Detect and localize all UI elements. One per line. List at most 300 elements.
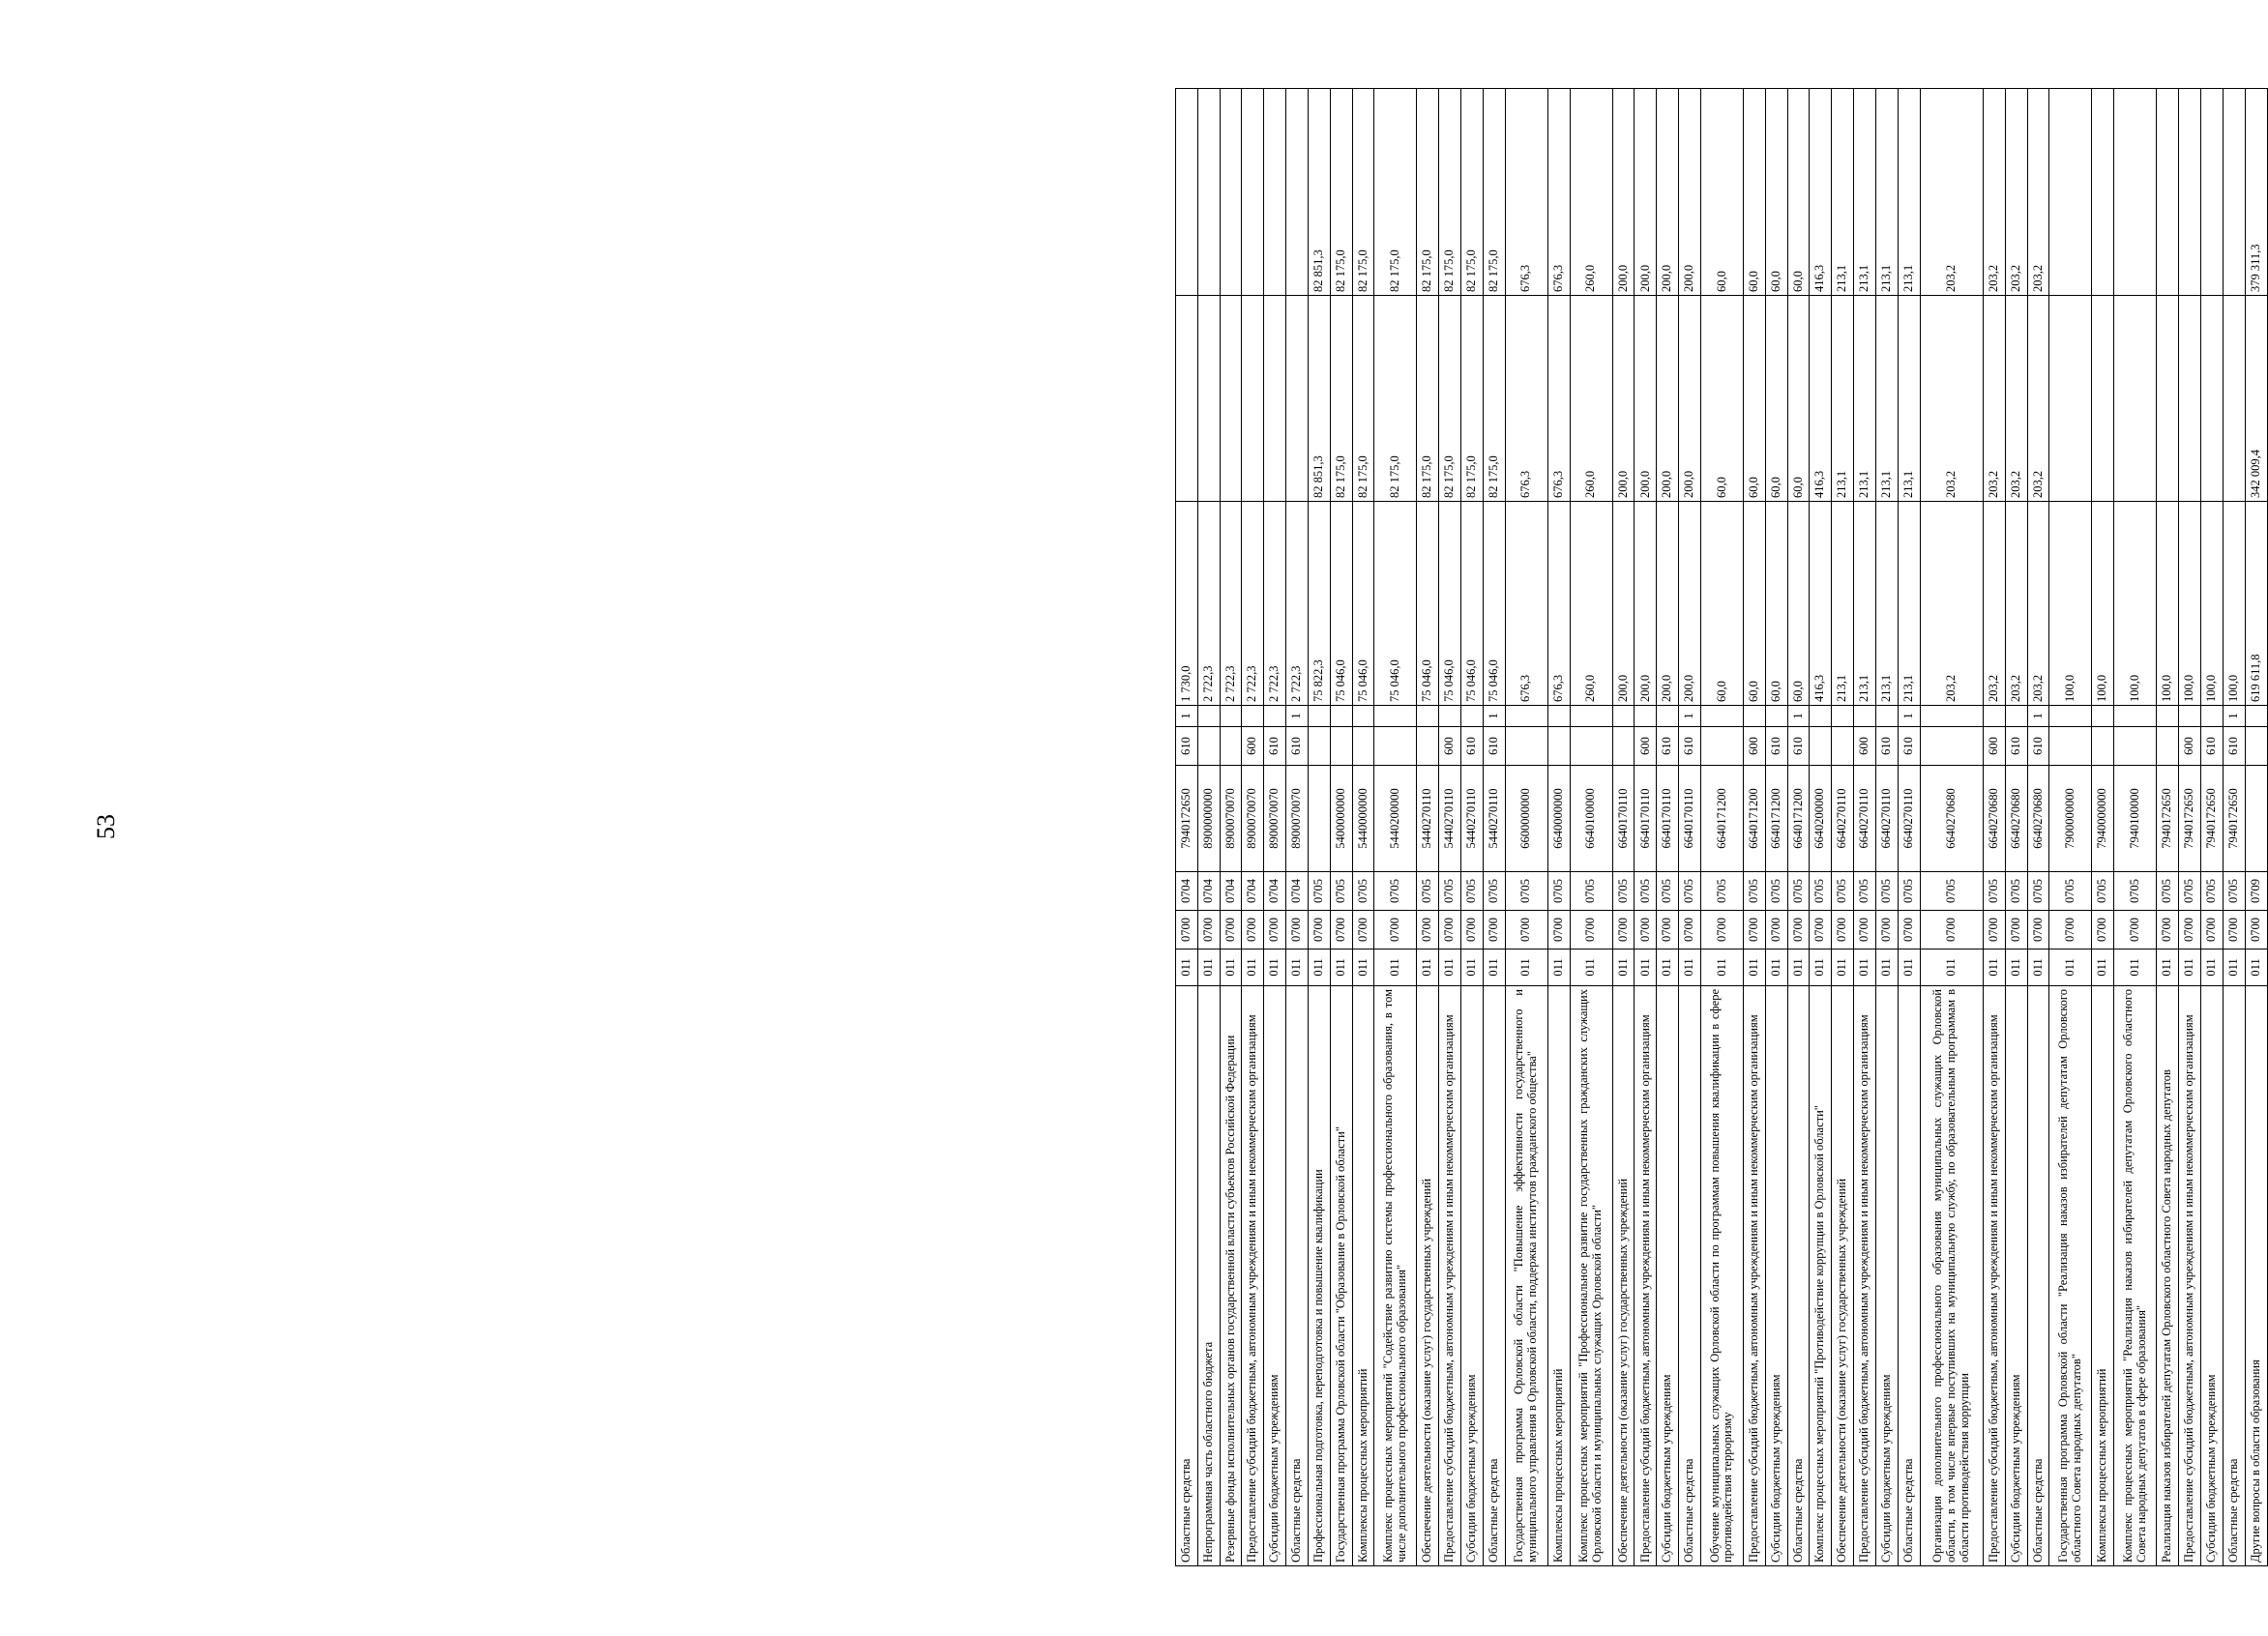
table-cell-amount-2: 82 175,0: [1352, 296, 1374, 502]
table-cell-amount-3: 82 175,0: [1417, 89, 1439, 296]
table-cell-amount-3: 213,1: [1898, 89, 1920, 296]
table-cell-expense-type: 610: [1176, 727, 1198, 766]
table-cell-target-article: [2245, 766, 2267, 872]
table-cell-amount-1: 100,0: [2114, 502, 2157, 706]
table-cell-amount-3: 203,2: [1920, 89, 1983, 296]
budget-table: [1175, 88, 2268, 1566]
table-row: [1570, 89, 1612, 1566]
table-cell-source: [1374, 706, 1417, 727]
table-cell-section: 0700: [1286, 911, 1309, 949]
table-cell-gov-code: 011: [1439, 949, 1461, 986]
table-cell-amount-2: 342 009,4: [2245, 296, 2267, 502]
table-cell-amount-2: [2092, 296, 2114, 502]
table-row: [1657, 89, 1679, 1566]
table-cell-amount-3: 260,0: [1570, 89, 1612, 296]
table-cell-subsection: 0705: [1635, 872, 1657, 911]
table-cell-amount-3: [2223, 89, 2245, 296]
table-cell-expense-type: 610: [1679, 727, 1701, 766]
table-cell-amount-2: 416,3: [1810, 296, 1832, 502]
table-cell-amount-3: 203,2: [2005, 89, 2027, 296]
table-cell-source: [2200, 706, 2223, 727]
table-cell-source: [1417, 706, 1439, 727]
table-cell-target-article: [1308, 766, 1330, 872]
table-cell-source: 1: [2223, 706, 2245, 727]
table-cell-name: Обеспечение деятельности (оказание услуг) государственных учреждений: [1417, 986, 1439, 1566]
table-cell-expense-type: [1570, 727, 1612, 766]
table-cell-name: Предоставление субсидий бюджетным, автономным учреждениям и иным некоммерческим организациям: [1242, 986, 1264, 1566]
table-cell-name: Обучение муниципальных служащих Орловской области по программам повышения квалификации в сфере противодействия терроризму: [1700, 986, 1743, 1566]
table-cell-expense-type: [1700, 727, 1743, 766]
table-cell-amount-3: 82 851,3: [1308, 89, 1330, 296]
table-cell-target-article: 7940172650: [2179, 766, 2201, 872]
table-cell-subsection: 0705: [1570, 872, 1612, 911]
table-cell-name: Предоставление субсидий бюджетным, автономным учреждениям и иным некоммерческим организациям: [1635, 986, 1657, 1566]
table-cell-amount-3: [2157, 89, 2179, 296]
table-cell-amount-2: 213,1: [1854, 296, 1876, 502]
table-cell-section: 0700: [1679, 911, 1701, 949]
table-cell-target-article: 7940100000: [2114, 766, 2157, 872]
table-cell-gov-code: 011: [1483, 949, 1505, 986]
table-cell-section: 0700: [1920, 911, 1983, 949]
table-cell-gov-code: 011: [1983, 949, 2005, 986]
table-cell-expense-type: [2245, 727, 2267, 766]
table-cell-amount-3: 213,1: [1854, 89, 1876, 296]
table-cell-section: 0700: [1330, 911, 1352, 949]
table-cell-section: 0700: [1898, 911, 1920, 949]
table-cell-section: 0700: [1700, 911, 1743, 949]
table-row: [1983, 89, 2005, 1566]
table-cell-amount-3: 82 175,0: [1330, 89, 1352, 296]
table-row: [1330, 89, 1352, 1566]
table-cell-amount-3: [1242, 89, 1264, 296]
table-cell-gov-code: 011: [1461, 949, 1484, 986]
table-cell-expense-type: 600: [1983, 727, 2005, 766]
table-cell-amount-2: 82 175,0: [1483, 296, 1505, 502]
table-row: [1176, 89, 1198, 1566]
table-cell-amount-3: 200,0: [1657, 89, 1679, 296]
table-cell-amount-1: 1 730,0: [1176, 502, 1198, 706]
table-cell-amount-1: 203,2: [1920, 502, 1983, 706]
table-cell-name: Областные средства: [1787, 986, 1810, 1566]
table-cell-amount-3: [2179, 89, 2201, 296]
table-cell-subsection: 0705: [2049, 872, 2092, 911]
table-row: [2027, 89, 2049, 1566]
table-cell-amount-1: 100,0: [2200, 502, 2223, 706]
table-cell-amount-1: 200,0: [1612, 502, 1635, 706]
table-cell-name: Областные средства: [2027, 986, 2049, 1566]
table-cell-amount-3: 60,0: [1744, 89, 1766, 296]
table-cell-source: [1505, 706, 1547, 727]
table-cell-source: [1875, 706, 1898, 727]
table-cell-gov-code: 011: [1679, 949, 1701, 986]
table-cell-amount-1: 75 822,3: [1308, 502, 1330, 706]
table-cell-target-article: 5440270110: [1483, 766, 1505, 872]
table-cell-gov-code: 011: [1875, 949, 1898, 986]
table-cell-name: Непрограммная часть областного бюджета: [1197, 986, 1220, 1566]
table-cell-amount-2: 213,1: [1898, 296, 1920, 502]
table-cell-amount-3: [1286, 89, 1309, 296]
table-cell-name: Субсидии бюджетным учреждениям: [2005, 986, 2027, 1566]
table-cell-amount-2: [1197, 296, 1220, 502]
table-row: [1439, 89, 1461, 1566]
table-cell-target-article: 5440270110: [1417, 766, 1439, 872]
table-cell-amount-1: 676,3: [1505, 502, 1547, 706]
table-cell-section: 0700: [1854, 911, 1876, 949]
table-cell-expense-type: 610: [1875, 727, 1898, 766]
table-cell-gov-code: 011: [2223, 949, 2245, 986]
table-cell-target-article: 8900000000: [1197, 766, 1220, 872]
table-cell-subsection: 0704: [1242, 872, 1264, 911]
table-cell-name: Субсидии бюджетным учреждениям: [1765, 986, 1787, 1566]
table-cell-name: Профессиональная подготовка, переподготовка и повышение квалификации: [1308, 986, 1330, 1566]
table-cell-section: 0700: [2157, 911, 2179, 949]
table-cell-expense-type: [1308, 727, 1330, 766]
table-cell-amount-2: 60,0: [1787, 296, 1810, 502]
table-row: [1898, 89, 1920, 1566]
table-cell-source: [1744, 706, 1766, 727]
table-cell-subsection: 0705: [1352, 872, 1374, 911]
table-cell-subsection: 0705: [1898, 872, 1920, 911]
table-cell-amount-1: 2 722,3: [1220, 502, 1242, 706]
table-cell-amount-3: [1176, 89, 1198, 296]
table-cell-gov-code: 011: [1417, 949, 1439, 986]
table-cell-gov-code: 011: [1308, 949, 1330, 986]
table-cell-amount-2: 260,0: [1570, 296, 1612, 502]
table-cell-amount-2: [1286, 296, 1309, 502]
table-body: [1176, 89, 2268, 1566]
table-cell-subsection: 0705: [1854, 872, 1876, 911]
table-cell-amount-1: 213,1: [1832, 502, 1854, 706]
table-cell-amount-1: 100,0: [2223, 502, 2245, 706]
table-cell-source: 1: [1483, 706, 1505, 727]
table-cell-amount-3: 200,0: [1679, 89, 1701, 296]
table-cell-name: Комплексы процессных мероприятий: [1547, 986, 1570, 1566]
table-cell-subsection: 0705: [2114, 872, 2157, 911]
table-cell-target-article: 6640270110: [1832, 766, 1854, 872]
table-cell-subsection: 0705: [1787, 872, 1810, 911]
table-cell-amount-2: 200,0: [1635, 296, 1657, 502]
table-cell-source: [1197, 706, 1220, 727]
table-cell-source: [1308, 706, 1330, 727]
table-cell-target-article: 7940172650: [2200, 766, 2223, 872]
table-cell-subsection: 0705: [1483, 872, 1505, 911]
table-cell-amount-1: 200,0: [1679, 502, 1701, 706]
table-cell-subsection: 0705: [2200, 872, 2223, 911]
table-cell-amount-3: 60,0: [1700, 89, 1743, 296]
table-cell-target-article: 6640170110: [1679, 766, 1701, 872]
table-cell-section: 0700: [2092, 911, 2114, 949]
table-cell-gov-code: 011: [1765, 949, 1787, 986]
table-cell-amount-2: 213,1: [1875, 296, 1898, 502]
table-cell-gov-code: 011: [2245, 949, 2267, 986]
page-number: 53: [92, 814, 120, 839]
table-row: [1505, 89, 1547, 1566]
table-cell-amount-1: 200,0: [1657, 502, 1679, 706]
table-cell-source: [1570, 706, 1612, 727]
table-cell-target-article: 6600000000: [1505, 766, 1547, 872]
table-cell-amount-1: 213,1: [1898, 502, 1920, 706]
table-cell-target-article: 6640170110: [1657, 766, 1679, 872]
table-cell-gov-code: 011: [1286, 949, 1309, 986]
table-cell-amount-1: 260,0: [1570, 502, 1612, 706]
table-cell-expense-type: 600: [1854, 727, 1876, 766]
table-cell-name: Комплекс процессных мероприятий "Реализация наказов избирателей депутатам Орловского областного Совета народных депутатов в сфере образования": [2114, 986, 2157, 1566]
table-cell-section: 0700: [1242, 911, 1264, 949]
table-cell-name: Комплекс процессных мероприятий "Противодействие коррупции в Орловской области": [1810, 986, 1832, 1566]
table-cell-expense-type: 600: [2179, 727, 2201, 766]
table-cell-section: 0700: [1505, 911, 1547, 949]
table-cell-amount-1: 75 046,0: [1439, 502, 1461, 706]
table-cell-expense-type: 610: [1483, 727, 1505, 766]
table-cell-subsection: 0705: [1983, 872, 2005, 911]
table-cell-amount-3: [1264, 89, 1286, 296]
table-cell-subsection: 0709: [2245, 872, 2267, 911]
table-cell-amount-3: [2092, 89, 2114, 296]
table-row: [2092, 89, 2114, 1566]
table-row: [1374, 89, 1417, 1566]
table-cell-subsection: 0705: [2092, 872, 2114, 911]
table-cell-gov-code: 011: [2092, 949, 2114, 986]
table-cell-section: 0700: [1547, 911, 1570, 949]
table-cell-amount-2: [2114, 296, 2157, 502]
table-cell-name: Обеспечение деятельности (оказание услуг) государственных учреждений: [1612, 986, 1635, 1566]
table-cell-subsection: 0705: [1461, 872, 1484, 911]
table-cell-source: 1: [1898, 706, 1920, 727]
table-cell-name: Областные средства: [1483, 986, 1505, 1566]
table-cell-gov-code: 011: [1920, 949, 1983, 986]
table-cell-amount-2: 82 175,0: [1374, 296, 1417, 502]
table-cell-subsection: 0704: [1197, 872, 1220, 911]
table-cell-amount-3: [2049, 89, 2092, 296]
table-cell-gov-code: 011: [1810, 949, 1832, 986]
table-cell-section: 0700: [1875, 911, 1898, 949]
table-cell-expense-type: [1352, 727, 1374, 766]
table-cell-name: Комплексы процессных мероприятий: [2092, 986, 2114, 1566]
table-cell-source: [1612, 706, 1635, 727]
table-row: [1483, 89, 1505, 1566]
table-cell-source: [1547, 706, 1570, 727]
table-cell-target-article: 6640000000: [1547, 766, 1570, 872]
table-cell-amount-1: 2 722,3: [1197, 502, 1220, 706]
table-cell-gov-code: 011: [1352, 949, 1374, 986]
table-cell-amount-1: 676,3: [1547, 502, 1570, 706]
table-row: [1308, 89, 1330, 1566]
table-cell-expense-type: [1197, 727, 1220, 766]
table-row: [2179, 89, 2201, 1566]
table-cell-expense-type: 610: [2200, 727, 2223, 766]
table-cell-subsection: 0705: [1657, 872, 1679, 911]
table-cell-source: [1832, 706, 1854, 727]
table-cell-source: [1920, 706, 1983, 727]
table-cell-amount-2: 82 175,0: [1417, 296, 1439, 502]
table-cell-gov-code: 011: [1898, 949, 1920, 986]
table-cell-amount-3: [2114, 89, 2157, 296]
table-cell-amount-1: 416,3: [1810, 502, 1832, 706]
table-cell-amount-1: 60,0: [1700, 502, 1743, 706]
table-cell-target-article: 6640270110: [1898, 766, 1920, 872]
table-cell-section: 0700: [1308, 911, 1330, 949]
table-cell-amount-2: 82 175,0: [1461, 296, 1484, 502]
table-cell-name: Государственная программа Орловской области "Образование в Орловской области": [1330, 986, 1352, 1566]
table-cell-subsection: 0705: [1308, 872, 1330, 911]
table-cell-expense-type: [1330, 727, 1352, 766]
table-row: [1920, 89, 1983, 1566]
table-cell-name: Предоставление субсидий бюджетным, автономным учреждениям и иным некоммерческим организациям: [1983, 986, 2005, 1566]
table-cell-subsection: 0704: [1286, 872, 1309, 911]
table-cell-name: Областные средства: [2223, 986, 2245, 1566]
table-cell-amount-3: 203,2: [1983, 89, 2005, 296]
table-cell-expense-type: [2049, 727, 2092, 766]
table-cell-name: Обеспечение деятельности (оказание услуг) государственных учреждений: [1832, 986, 1854, 1566]
table-cell-amount-1: 100,0: [2179, 502, 2201, 706]
table-cell-subsection: 0704: [1176, 872, 1198, 911]
table-cell-expense-type: 610: [1461, 727, 1484, 766]
table-cell-expense-type: 610: [2027, 727, 2049, 766]
table-cell-expense-type: 610: [1765, 727, 1787, 766]
table-cell-section: 0700: [1264, 911, 1286, 949]
table-cell-amount-2: 203,2: [2027, 296, 2049, 502]
table-row: [1612, 89, 1635, 1566]
table-cell-target-article: 8900070070: [1286, 766, 1309, 872]
table-cell-subsection: 0705: [1439, 872, 1461, 911]
table-cell-section: 0700: [1483, 911, 1505, 949]
table-cell-target-article: 6640170110: [1635, 766, 1657, 872]
table-cell-target-article: 7940000000: [2092, 766, 2114, 872]
table-cell-subsection: 0705: [1612, 872, 1635, 911]
table-cell-amount-3: 200,0: [1612, 89, 1635, 296]
table-row: [2245, 89, 2267, 1566]
table-cell-target-article: 6640171200: [1765, 766, 1787, 872]
table-cell-subsection: 0705: [1744, 872, 1766, 911]
table-cell-expense-type: 600: [1635, 727, 1657, 766]
table-cell-amount-2: 60,0: [1765, 296, 1787, 502]
table-row: [2200, 89, 2223, 1566]
table-cell-amount-1: 100,0: [2049, 502, 2092, 706]
table-cell-amount-2: 82 851,3: [1308, 296, 1330, 502]
table-cell-gov-code: 011: [2005, 949, 2027, 986]
table-cell-amount-1: 203,2: [2005, 502, 2027, 706]
table-cell-name: Субсидии бюджетным учреждениям: [1264, 986, 1286, 1566]
table-cell-section: 0700: [1220, 911, 1242, 949]
table-cell-name: Государственная программа Орловской области "Повышение эффективности государственного и муниципального управления в Орловской области, поддержка институтов гражданского общества": [1505, 986, 1547, 1566]
table-row: [1635, 89, 1657, 1566]
table-cell-expense-type: 610: [1657, 727, 1679, 766]
table-cell-gov-code: 011: [1657, 949, 1679, 986]
table-cell-gov-code: 011: [1176, 949, 1198, 986]
table-cell-gov-code: 011: [1832, 949, 1854, 986]
table-cell-subsection: 0705: [1832, 872, 1854, 911]
table-cell-amount-1: 60,0: [1765, 502, 1787, 706]
table-cell-amount-2: 676,3: [1505, 296, 1547, 502]
table-cell-subsection: 0704: [1264, 872, 1286, 911]
table-cell-amount-2: 203,2: [2005, 296, 2027, 502]
table-cell-source: [1220, 706, 1242, 727]
table-cell-target-article: 5440270110: [1439, 766, 1461, 872]
table-cell-section: 0700: [1635, 911, 1657, 949]
table-cell-gov-code: 011: [1264, 949, 1286, 986]
table-cell-amount-1: 203,2: [1983, 502, 2005, 706]
table-row: [2223, 89, 2245, 1566]
table-cell-source: [1810, 706, 1832, 727]
table-cell-source: 1: [1176, 706, 1198, 727]
table-cell-amount-1: 203,2: [2027, 502, 2049, 706]
table-cell-amount-2: [2049, 296, 2092, 502]
table-cell-gov-code: 011: [1635, 949, 1657, 986]
table-cell-amount-2: [1220, 296, 1242, 502]
table-cell-amount-1: 75 046,0: [1483, 502, 1505, 706]
table-cell-subsection: 0705: [1920, 872, 1983, 911]
table-cell-amount-2: [1264, 296, 1286, 502]
table-cell-subsection: 0705: [1700, 872, 1743, 911]
table-cell-source: [2157, 706, 2179, 727]
table-cell-subsection: 0705: [1505, 872, 1547, 911]
table-cell-amount-1: 60,0: [1787, 502, 1810, 706]
table-cell-source: [1330, 706, 1352, 727]
table-cell-source: [2049, 706, 2092, 727]
table-cell-expense-type: 610: [1787, 727, 1810, 766]
table-cell-target-article: 7900000000: [2049, 766, 2092, 872]
table-cell-amount-1: 2 722,3: [1242, 502, 1264, 706]
table-cell-name: Предоставление субсидий бюджетным, автономным учреждениям и иным некоммерческим организациям: [1439, 986, 1461, 1566]
table-cell-section: 0700: [2049, 911, 2092, 949]
table-cell-target-article: 6640270110: [1875, 766, 1898, 872]
table-cell-amount-1: 75 046,0: [1352, 502, 1374, 706]
table-cell-source: [2114, 706, 2157, 727]
table-cell-name: Реализация наказов избирателей депутатам Орловского областного Совета народных депутатов: [2157, 986, 2179, 1566]
table-cell-section: 0700: [2027, 911, 2049, 949]
table-cell-amount-1: 619 611,8: [2245, 502, 2267, 706]
table-cell-expense-type: 610: [2005, 727, 2027, 766]
table-cell-source: [1461, 706, 1484, 727]
table-cell-section: 0700: [1352, 911, 1374, 949]
table-row: [2049, 89, 2092, 1566]
table-cell-expense-type: 610: [1264, 727, 1286, 766]
table-cell-expense-type: 600: [1744, 727, 1766, 766]
table-cell-amount-2: [1176, 296, 1198, 502]
table-cell-amount-3: 60,0: [1765, 89, 1787, 296]
table-cell-name: Организация дополнительного профессионального образования муниципальных служащих Орловской области, в том числе впервые поступивших на муниципальную службу, по образовательным программам в области противодействия коррупции: [1920, 986, 1983, 1566]
table-cell-target-article: 6640200000: [1810, 766, 1832, 872]
table-cell-gov-code: 011: [2027, 949, 2049, 986]
table-cell-section: 0700: [2245, 911, 2267, 949]
table-cell-section: 0700: [1417, 911, 1439, 949]
table-cell-amount-2: 82 175,0: [1330, 296, 1352, 502]
table-cell-gov-code: 011: [2179, 949, 2201, 986]
table-cell-amount-3: [1197, 89, 1220, 296]
table-cell-target-article: 6640270680: [2005, 766, 2027, 872]
table-cell-amount-1: 200,0: [1635, 502, 1657, 706]
table-cell-amount-2: 200,0: [1612, 296, 1635, 502]
table-cell-gov-code: 011: [2157, 949, 2179, 986]
table-cell-target-article: 8900070070: [1220, 766, 1242, 872]
table-cell-gov-code: 011: [1547, 949, 1570, 986]
table-cell-section: 0700: [2179, 911, 2201, 949]
table-cell-target-article: 5400000000: [1330, 766, 1352, 872]
table-cell-gov-code: 011: [1505, 949, 1547, 986]
table-cell-source: 1: [2027, 706, 2049, 727]
table-cell-amount-2: [2157, 296, 2179, 502]
table-cell-amount-3: 213,1: [1875, 89, 1898, 296]
table-cell-target-article: 6640171200: [1700, 766, 1743, 872]
table-cell-target-article: 6640171200: [1744, 766, 1766, 872]
table-cell-subsection: 0705: [2005, 872, 2027, 911]
table-cell-source: 1: [1787, 706, 1810, 727]
table-cell-target-article: 6640170110: [1612, 766, 1635, 872]
table-cell-section: 0700: [1612, 911, 1635, 949]
table-cell-expense-type: [1220, 727, 1242, 766]
table-row: [1679, 89, 1701, 1566]
table-cell-amount-3: 82 175,0: [1439, 89, 1461, 296]
